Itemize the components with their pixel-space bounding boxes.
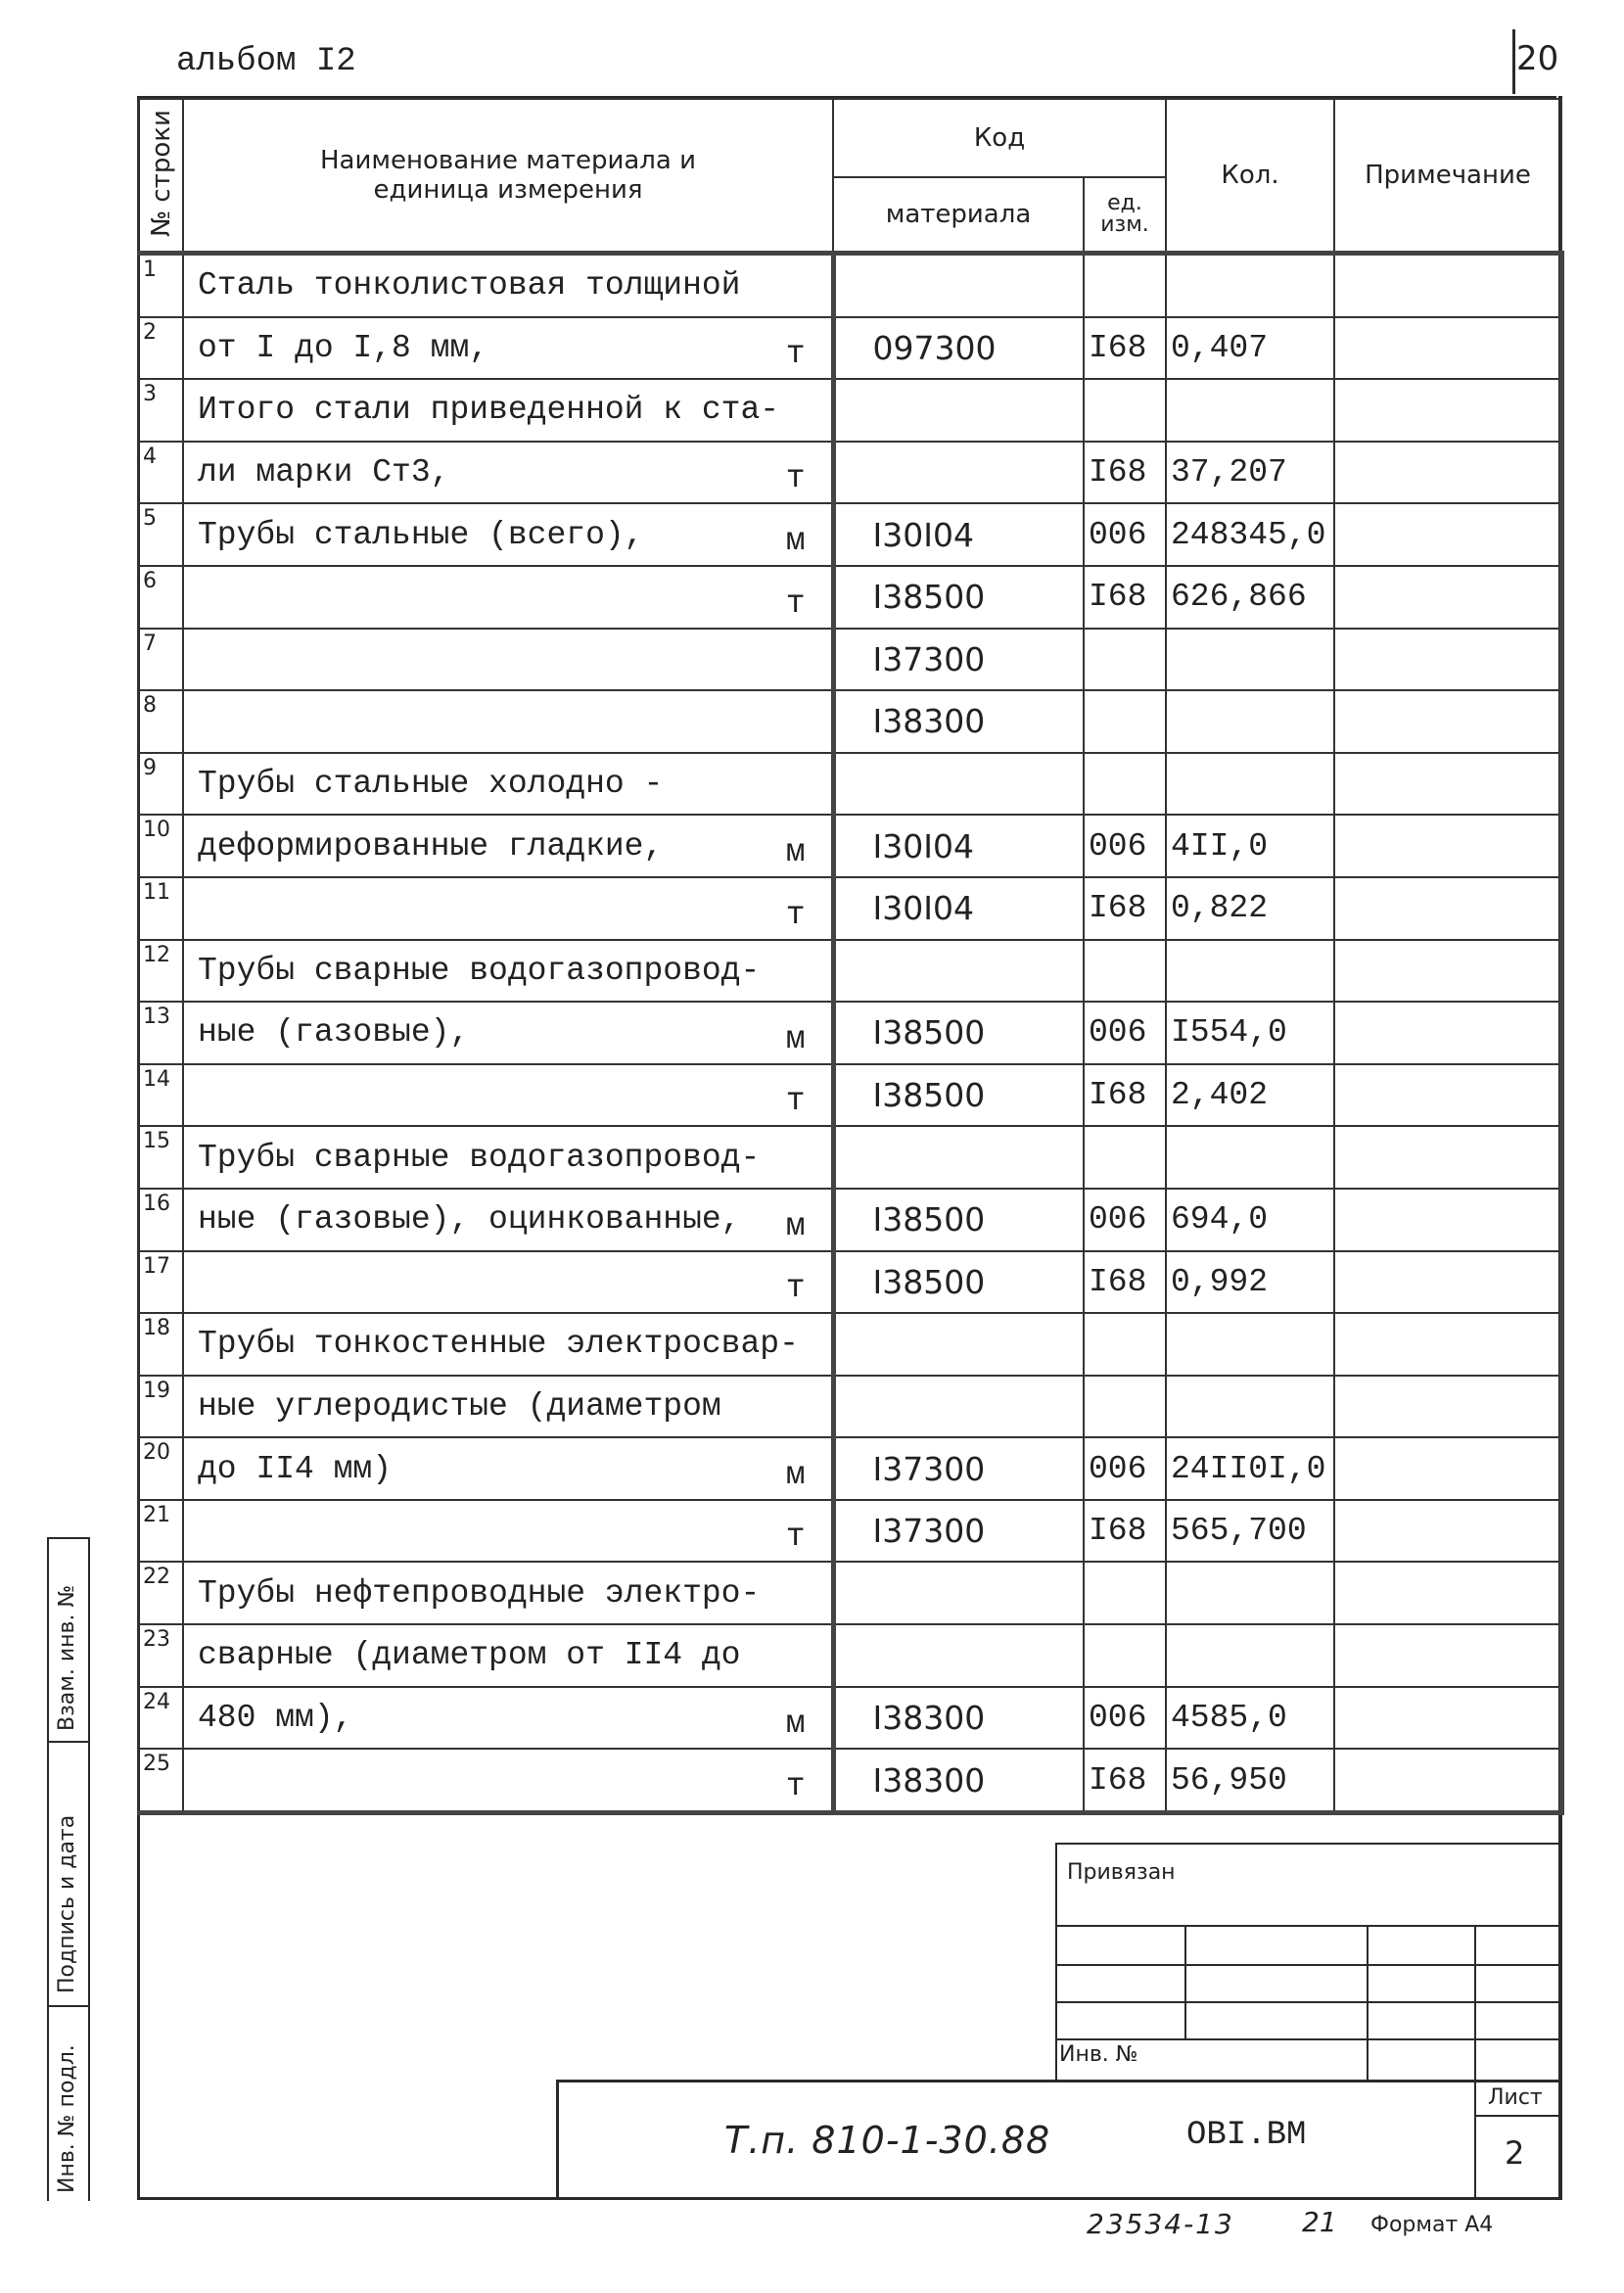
row-name-text: от I до I,8 мм, (198, 329, 489, 366)
row-material-name (183, 1687, 833, 1750)
row-quantity: 248345,0 (1166, 503, 1334, 566)
row-unit: м (785, 1706, 806, 1743)
row-unit-code (1084, 1313, 1166, 1376)
table-row (138, 503, 1561, 566)
header-note: Примечание (1334, 99, 1561, 254)
row-quantity: I554,0 (1166, 1002, 1334, 1064)
row-quantity (1166, 254, 1334, 317)
row-material-code: 097300 (833, 317, 1084, 380)
row-number: 19 (138, 1376, 183, 1438)
row-unit: т (785, 585, 806, 622)
row-material-name (183, 1189, 833, 1251)
row-note (1334, 1749, 1561, 1812)
row-note (1334, 629, 1561, 691)
row-note (1334, 442, 1561, 504)
row-quantity: 694,0 (1166, 1189, 1334, 1251)
row-note (1334, 1376, 1561, 1438)
row-note (1334, 1251, 1561, 1314)
row-unit-code (1084, 753, 1166, 816)
row-name-text: Сталь тонколистовая толщиной (198, 267, 741, 304)
row-material-code (833, 1562, 1084, 1624)
table-row (138, 1376, 1561, 1438)
row-note (1334, 566, 1561, 629)
row-number: 3 (138, 379, 183, 442)
row-material-code: I37300 (833, 1500, 1084, 1563)
row-unit-code: I68 (1084, 1749, 1166, 1812)
row-material-code: I37300 (833, 629, 1084, 691)
row-name-text: Трубы нефтепроводные электро- (198, 1574, 761, 1612)
order-code: 23534-13 (1087, 2208, 1234, 2240)
row-unit: т (785, 1519, 806, 1556)
row-material-code: I38300 (833, 690, 1084, 753)
row-unit: т (785, 1083, 806, 1120)
row-name-text: ли марки Ст3, (198, 454, 450, 491)
row-unit-code: I68 (1084, 317, 1166, 380)
row-material-name (183, 629, 833, 691)
row-material-name (183, 317, 833, 380)
document-code: Т.п. 810-1-30.88 (724, 2119, 1051, 2162)
row-unit-code (1084, 629, 1166, 691)
row-quantity: 24II0I,0 (1166, 1437, 1334, 1500)
row-name-text: Итого стали приведенной к ста- (198, 392, 780, 429)
header-code-group: Код (833, 99, 1166, 177)
row-note (1334, 690, 1561, 753)
row-material-name (183, 1749, 833, 1812)
materials-table (137, 98, 1564, 1815)
row-unit-code (1084, 1562, 1166, 1624)
row-name-text: деформированные гладкие, (198, 827, 664, 865)
row-material-name (183, 1126, 833, 1189)
row-material-name (183, 690, 833, 753)
table-row (138, 254, 1561, 317)
row-unit-code: I68 (1084, 1500, 1166, 1563)
row-material-code: I37300 (833, 1437, 1084, 1500)
row-number: 7 (138, 629, 183, 691)
table-row (138, 1251, 1561, 1314)
row-material-name (183, 877, 833, 940)
row-quantity (1166, 1624, 1334, 1687)
row-unit: м (785, 1020, 806, 1057)
row-quantity: 4585,0 (1166, 1687, 1334, 1750)
table-row (138, 317, 1561, 380)
row-unit-code: 006 (1084, 815, 1166, 877)
order-extra: 21 (1302, 2206, 1337, 2238)
row-number: 6 (138, 566, 183, 629)
row-unit: м (785, 522, 806, 559)
header-row-number: № строки (138, 99, 183, 254)
row-name-text: ные (газовые), (198, 1014, 470, 1052)
row-unit: м (785, 833, 806, 870)
row-material-name (183, 1500, 833, 1563)
row-note (1334, 1126, 1561, 1189)
row-quantity: 37,207 (1166, 442, 1334, 504)
row-unit-code (1084, 379, 1166, 442)
row-number: 15 (138, 1126, 183, 1189)
row-quantity (1166, 1126, 1334, 1189)
row-note (1334, 1562, 1561, 1624)
row-quantity: 0,992 (1166, 1251, 1334, 1314)
row-number: 11 (138, 877, 183, 940)
row-note (1334, 317, 1561, 380)
row-number: 9 (138, 753, 183, 816)
binding-top-line (1055, 1843, 1558, 1845)
row-name-text: Трубы сварные водогазопровод- (198, 1139, 761, 1176)
row-note (1334, 1437, 1561, 1500)
row-note (1334, 1313, 1561, 1376)
row-material-code (833, 940, 1084, 1003)
row-material-name (183, 1251, 833, 1314)
row-note (1334, 379, 1561, 442)
row-unit-code: I68 (1084, 1251, 1166, 1314)
side-stamp (47, 1537, 90, 2201)
row-name-text: ные углеродистые (диаметром (198, 1387, 721, 1425)
row-unit: т (785, 1270, 806, 1307)
row-quantity: 565,700 (1166, 1500, 1334, 1563)
table-row (138, 815, 1561, 877)
row-number: 23 (138, 1624, 183, 1687)
row-name-text: сварные (диаметром от II4 до (198, 1637, 741, 1674)
title-block-top-line (556, 2080, 1558, 2082)
row-material-name (183, 254, 833, 317)
row-note (1334, 1687, 1561, 1750)
row-quantity: 626,866 (1166, 566, 1334, 629)
table-row (138, 753, 1561, 816)
frame-bottom-line (137, 2197, 1562, 2200)
row-quantity: 4II,0 (1166, 815, 1334, 877)
row-note (1334, 254, 1561, 317)
row-number: 20 (138, 1437, 183, 1500)
row-name-text: до II4 мм) (198, 1450, 393, 1487)
row-quantity (1166, 379, 1334, 442)
row-material-code (833, 753, 1084, 816)
row-unit-code (1084, 690, 1166, 753)
row-unit-code (1084, 254, 1166, 317)
row-quantity (1166, 753, 1334, 816)
table-row (138, 1064, 1561, 1127)
table-row (138, 877, 1561, 940)
row-material-name (183, 1313, 833, 1376)
row-material-name (183, 1376, 833, 1438)
row-name-text: ные (газовые), оцинкованные, (198, 1201, 741, 1239)
table-row (138, 1437, 1561, 1500)
header-material-code: материала (833, 177, 1084, 254)
table-row (138, 1500, 1561, 1563)
row-unit: т (785, 460, 806, 497)
table-row (138, 940, 1561, 1003)
row-unit-code (1084, 940, 1166, 1003)
table-row (138, 1126, 1561, 1189)
header-material-name: Наименование материала и единица измерения (183, 99, 833, 254)
original-inv-label: Инв. № подл. (55, 2044, 79, 2193)
row-number: 12 (138, 940, 183, 1003)
row-quantity: 0,407 (1166, 317, 1334, 380)
row-number: 18 (138, 1313, 183, 1376)
row-unit-code: 006 (1084, 1002, 1166, 1064)
row-material-code (833, 442, 1084, 504)
row-material-name (183, 753, 833, 816)
row-quantity (1166, 1313, 1334, 1376)
row-unit-code: I68 (1084, 877, 1166, 940)
document-mark: ОВI.ВМ (1186, 2117, 1307, 2154)
row-number: 14 (138, 1064, 183, 1127)
row-number: 8 (138, 690, 183, 753)
row-material-code (833, 379, 1084, 442)
row-material-code (833, 1624, 1084, 1687)
row-unit: м (785, 1456, 806, 1493)
row-note (1334, 1002, 1561, 1064)
signature-date-label: Подпись и дата (55, 1814, 79, 1993)
row-quantity: 56,950 (1166, 1749, 1334, 1812)
row-unit-code: I68 (1084, 1064, 1166, 1127)
row-name-text: 480 мм), (198, 1699, 353, 1736)
table-row (138, 1313, 1561, 1376)
row-quantity (1166, 1562, 1334, 1624)
header-unit-code: ед. изм. (1084, 177, 1166, 254)
row-material-code (833, 1376, 1084, 1438)
row-note (1334, 1500, 1561, 1563)
row-material-name (183, 566, 833, 629)
row-number: 4 (138, 442, 183, 504)
row-unit-code: I68 (1084, 442, 1166, 504)
format-label: Формат А4 (1370, 2213, 1494, 2237)
row-number: 16 (138, 1189, 183, 1251)
page-number: 20 (1516, 39, 1559, 78)
row-material-name (183, 940, 833, 1003)
row-quantity (1166, 940, 1334, 1003)
row-unit-code: I68 (1084, 566, 1166, 629)
row-material-code: I38500 (833, 1251, 1084, 1314)
row-note (1334, 1064, 1561, 1127)
row-note (1334, 877, 1561, 940)
row-material-name (183, 1437, 833, 1500)
row-number: 25 (138, 1749, 183, 1812)
sheet-label: Лист (1488, 2085, 1543, 2110)
row-material-code: I38500 (833, 1002, 1084, 1064)
row-material-code: I38300 (833, 1687, 1084, 1750)
row-unit: т (785, 1767, 806, 1804)
row-quantity (1166, 1376, 1334, 1438)
table-row (138, 1687, 1561, 1750)
row-number: 13 (138, 1002, 183, 1064)
table-row (138, 1749, 1561, 1812)
title-block-left-line (556, 2080, 559, 2197)
inv-no-label: Инв. № (1059, 2042, 1138, 2067)
album-label: альбом I2 (176, 43, 356, 80)
row-unit-code (1084, 1126, 1166, 1189)
table-row (138, 1189, 1561, 1251)
table-row (138, 690, 1561, 753)
row-material-code (833, 1313, 1084, 1376)
row-note (1334, 815, 1561, 877)
row-note (1334, 940, 1561, 1003)
row-number: 1 (138, 254, 183, 317)
row-unit-code: 006 (1084, 503, 1166, 566)
header-quantity: Кол. (1166, 99, 1334, 254)
row-note (1334, 503, 1561, 566)
table-row (138, 379, 1561, 442)
row-unit: м (785, 1207, 806, 1244)
row-quantity (1166, 690, 1334, 753)
binding-label: Привязан (1067, 1860, 1176, 1885)
page-number-divider (1512, 29, 1515, 94)
table-row (138, 1002, 1561, 1064)
table-row (138, 1562, 1561, 1624)
row-number: 21 (138, 1500, 183, 1563)
row-material-code: I30I04 (833, 815, 1084, 877)
row-material-code: I38500 (833, 1189, 1084, 1251)
row-name-text: Трубы тонкостенные электросвар- (198, 1326, 799, 1363)
row-material-code: I38500 (833, 1064, 1084, 1127)
row-unit: т (785, 336, 806, 373)
row-material-code: I30I04 (833, 877, 1084, 940)
row-material-code: I38300 (833, 1749, 1084, 1812)
row-unit-code (1084, 1376, 1166, 1438)
row-material-name (183, 1624, 833, 1687)
row-note (1334, 1189, 1561, 1251)
row-note (1334, 753, 1561, 816)
row-material-name (183, 815, 833, 877)
row-number: 5 (138, 503, 183, 566)
row-quantity: 2,402 (1166, 1064, 1334, 1127)
row-note (1334, 1624, 1561, 1687)
row-material-code (833, 1126, 1084, 1189)
row-number: 10 (138, 815, 183, 877)
row-unit-code: 006 (1084, 1189, 1166, 1251)
row-unit: т (785, 896, 806, 933)
row-material-code: I30I04 (833, 503, 1084, 566)
row-number: 2 (138, 317, 183, 380)
row-unit-code (1084, 1624, 1166, 1687)
row-material-name (183, 1562, 833, 1624)
binding-left-line (1055, 1843, 1057, 2082)
row-material-code: I38500 (833, 566, 1084, 629)
row-number: 22 (138, 1562, 183, 1624)
row-quantity: 0,822 (1166, 877, 1334, 940)
sheet-number: 2 (1505, 2134, 1525, 2172)
row-material-name (183, 1064, 833, 1127)
row-material-code (833, 254, 1084, 317)
row-material-name (183, 379, 833, 442)
row-name-text: Трубы сварные водогазопровод- (198, 952, 761, 989)
row-number: 24 (138, 1687, 183, 1750)
table-row (138, 442, 1561, 504)
row-material-name (183, 503, 833, 566)
table-body (138, 254, 1561, 1813)
row-material-name (183, 442, 833, 504)
row-name-text: Трубы стальные (всего), (198, 516, 644, 553)
row-quantity (1166, 629, 1334, 691)
replaced-inv-label: Взам. инв. № (55, 1584, 79, 1731)
row-material-name (183, 1002, 833, 1064)
row-unit-code: 006 (1084, 1687, 1166, 1750)
row-name-text: Трубы стальные холодно - (198, 766, 664, 803)
table-row (138, 566, 1561, 629)
row-unit-code: 006 (1084, 1437, 1166, 1500)
table-row (138, 1624, 1561, 1687)
table-row (138, 629, 1561, 691)
row-number: 17 (138, 1251, 183, 1314)
